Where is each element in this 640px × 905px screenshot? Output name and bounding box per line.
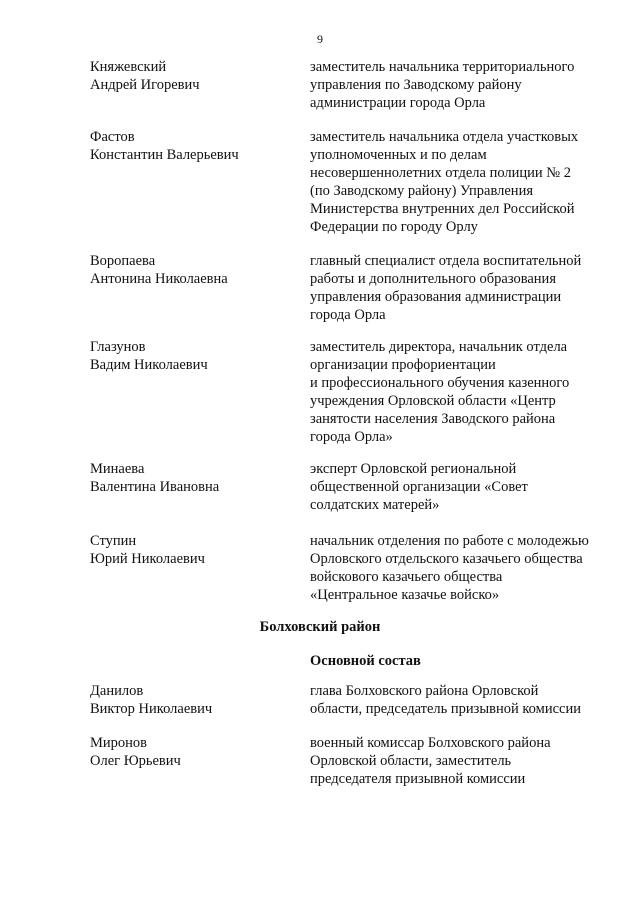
role-line: несовершеннолетних отдела полиции № 2: [310, 165, 572, 181]
member-given-names: Юрий Николаевич: [90, 551, 205, 567]
member-given-names: Виктор Николаевич: [90, 701, 213, 717]
member-role: [310, 532, 610, 604]
member-given-names: Вадим Николаевич: [90, 357, 208, 373]
role-line: учреждения Орловской области «Центр: [310, 393, 556, 409]
member-given-names: Олег Юрьевич: [90, 753, 181, 769]
role-line: администрации города Орла: [310, 95, 486, 111]
role-line: военный комиссар Болховского района: [310, 735, 551, 751]
member-surname: Княжевский: [90, 59, 167, 75]
member-role: [310, 58, 610, 112]
role-line: «Центральное казачье войско»: [310, 587, 500, 603]
member-role: [310, 734, 610, 788]
role-line: общественной организации «Совет: [310, 479, 528, 495]
member-given-names: Антонина Николаевна: [90, 271, 228, 287]
member-role: [310, 128, 610, 236]
member-given-names: Валентина Ивановна: [90, 479, 220, 495]
member-name: [90, 734, 290, 770]
role-line: организации профориентации: [310, 357, 496, 373]
role-line: Федерации по городу Орлу: [310, 219, 478, 235]
member-role: [310, 338, 610, 446]
member-surname: Ступин: [90, 533, 137, 549]
role-line: главный специалист отдела воспитательной: [310, 253, 582, 269]
district-heading: Болховский район: [259, 619, 381, 635]
role-line: Орловского отдельского казачьего общества: [310, 551, 583, 567]
role-line: управления образования администрации: [310, 289, 562, 305]
member-surname: Глазунов: [90, 339, 146, 355]
member-role: [310, 460, 610, 514]
role-line: работы и дополнительного образования: [310, 271, 556, 287]
member-surname: Данилов: [90, 683, 144, 699]
member-surname: Фастов: [90, 129, 135, 145]
member-name: [90, 682, 290, 718]
role-line: войскового казачьего общества: [310, 569, 503, 585]
role-line: эксперт Орловской региональной: [310, 461, 517, 477]
role-line: управления по Заводскому району: [310, 77, 522, 93]
role-line: председателя призывной комиссии: [310, 771, 526, 787]
member-surname: Воропаева: [90, 253, 156, 269]
role-line: заместитель директора, начальник отдела: [310, 339, 568, 355]
member-surname: Миронов: [90, 735, 148, 751]
role-line: глава Болховского района Орловской: [310, 683, 539, 699]
member-given-names: Андрей Игоревич: [90, 77, 200, 93]
member-surname: Минаева: [90, 461, 145, 477]
role-line: города Орла: [310, 307, 386, 323]
member-name: [90, 338, 290, 374]
member-name: [90, 128, 290, 164]
member-role: [310, 682, 610, 718]
member-name: [90, 460, 290, 496]
role-line: солдатских матерей»: [310, 497, 440, 513]
role-line: области, председатель призывной комиссии: [310, 701, 581, 717]
role-line: (по Заводскому району) Управления: [310, 183, 534, 199]
member-name: [90, 252, 290, 288]
member-name: [90, 532, 290, 568]
role-line: начальник отделения по работе с молодежью: [310, 533, 589, 549]
member-name: [90, 58, 290, 94]
composition-heading: Основной состав: [310, 653, 421, 669]
role-line: занятости населения Заводского района: [310, 411, 556, 427]
role-line: заместитель начальника территориального: [310, 59, 575, 75]
page-number: 9: [317, 32, 323, 46]
role-line: заместитель начальника отдела участковых: [310, 129, 579, 145]
role-line: Орловской области, заместитель: [310, 753, 512, 769]
member-given-names: Константин Валерьевич: [90, 147, 239, 163]
role-line: и профессионального обучения казенного: [310, 375, 570, 391]
role-line: уполномоченных и по делам: [310, 147, 487, 163]
member-role: [310, 252, 610, 324]
role-line: города Орла»: [310, 429, 393, 445]
role-line: Министерства внутренних дел Российской: [310, 201, 575, 217]
